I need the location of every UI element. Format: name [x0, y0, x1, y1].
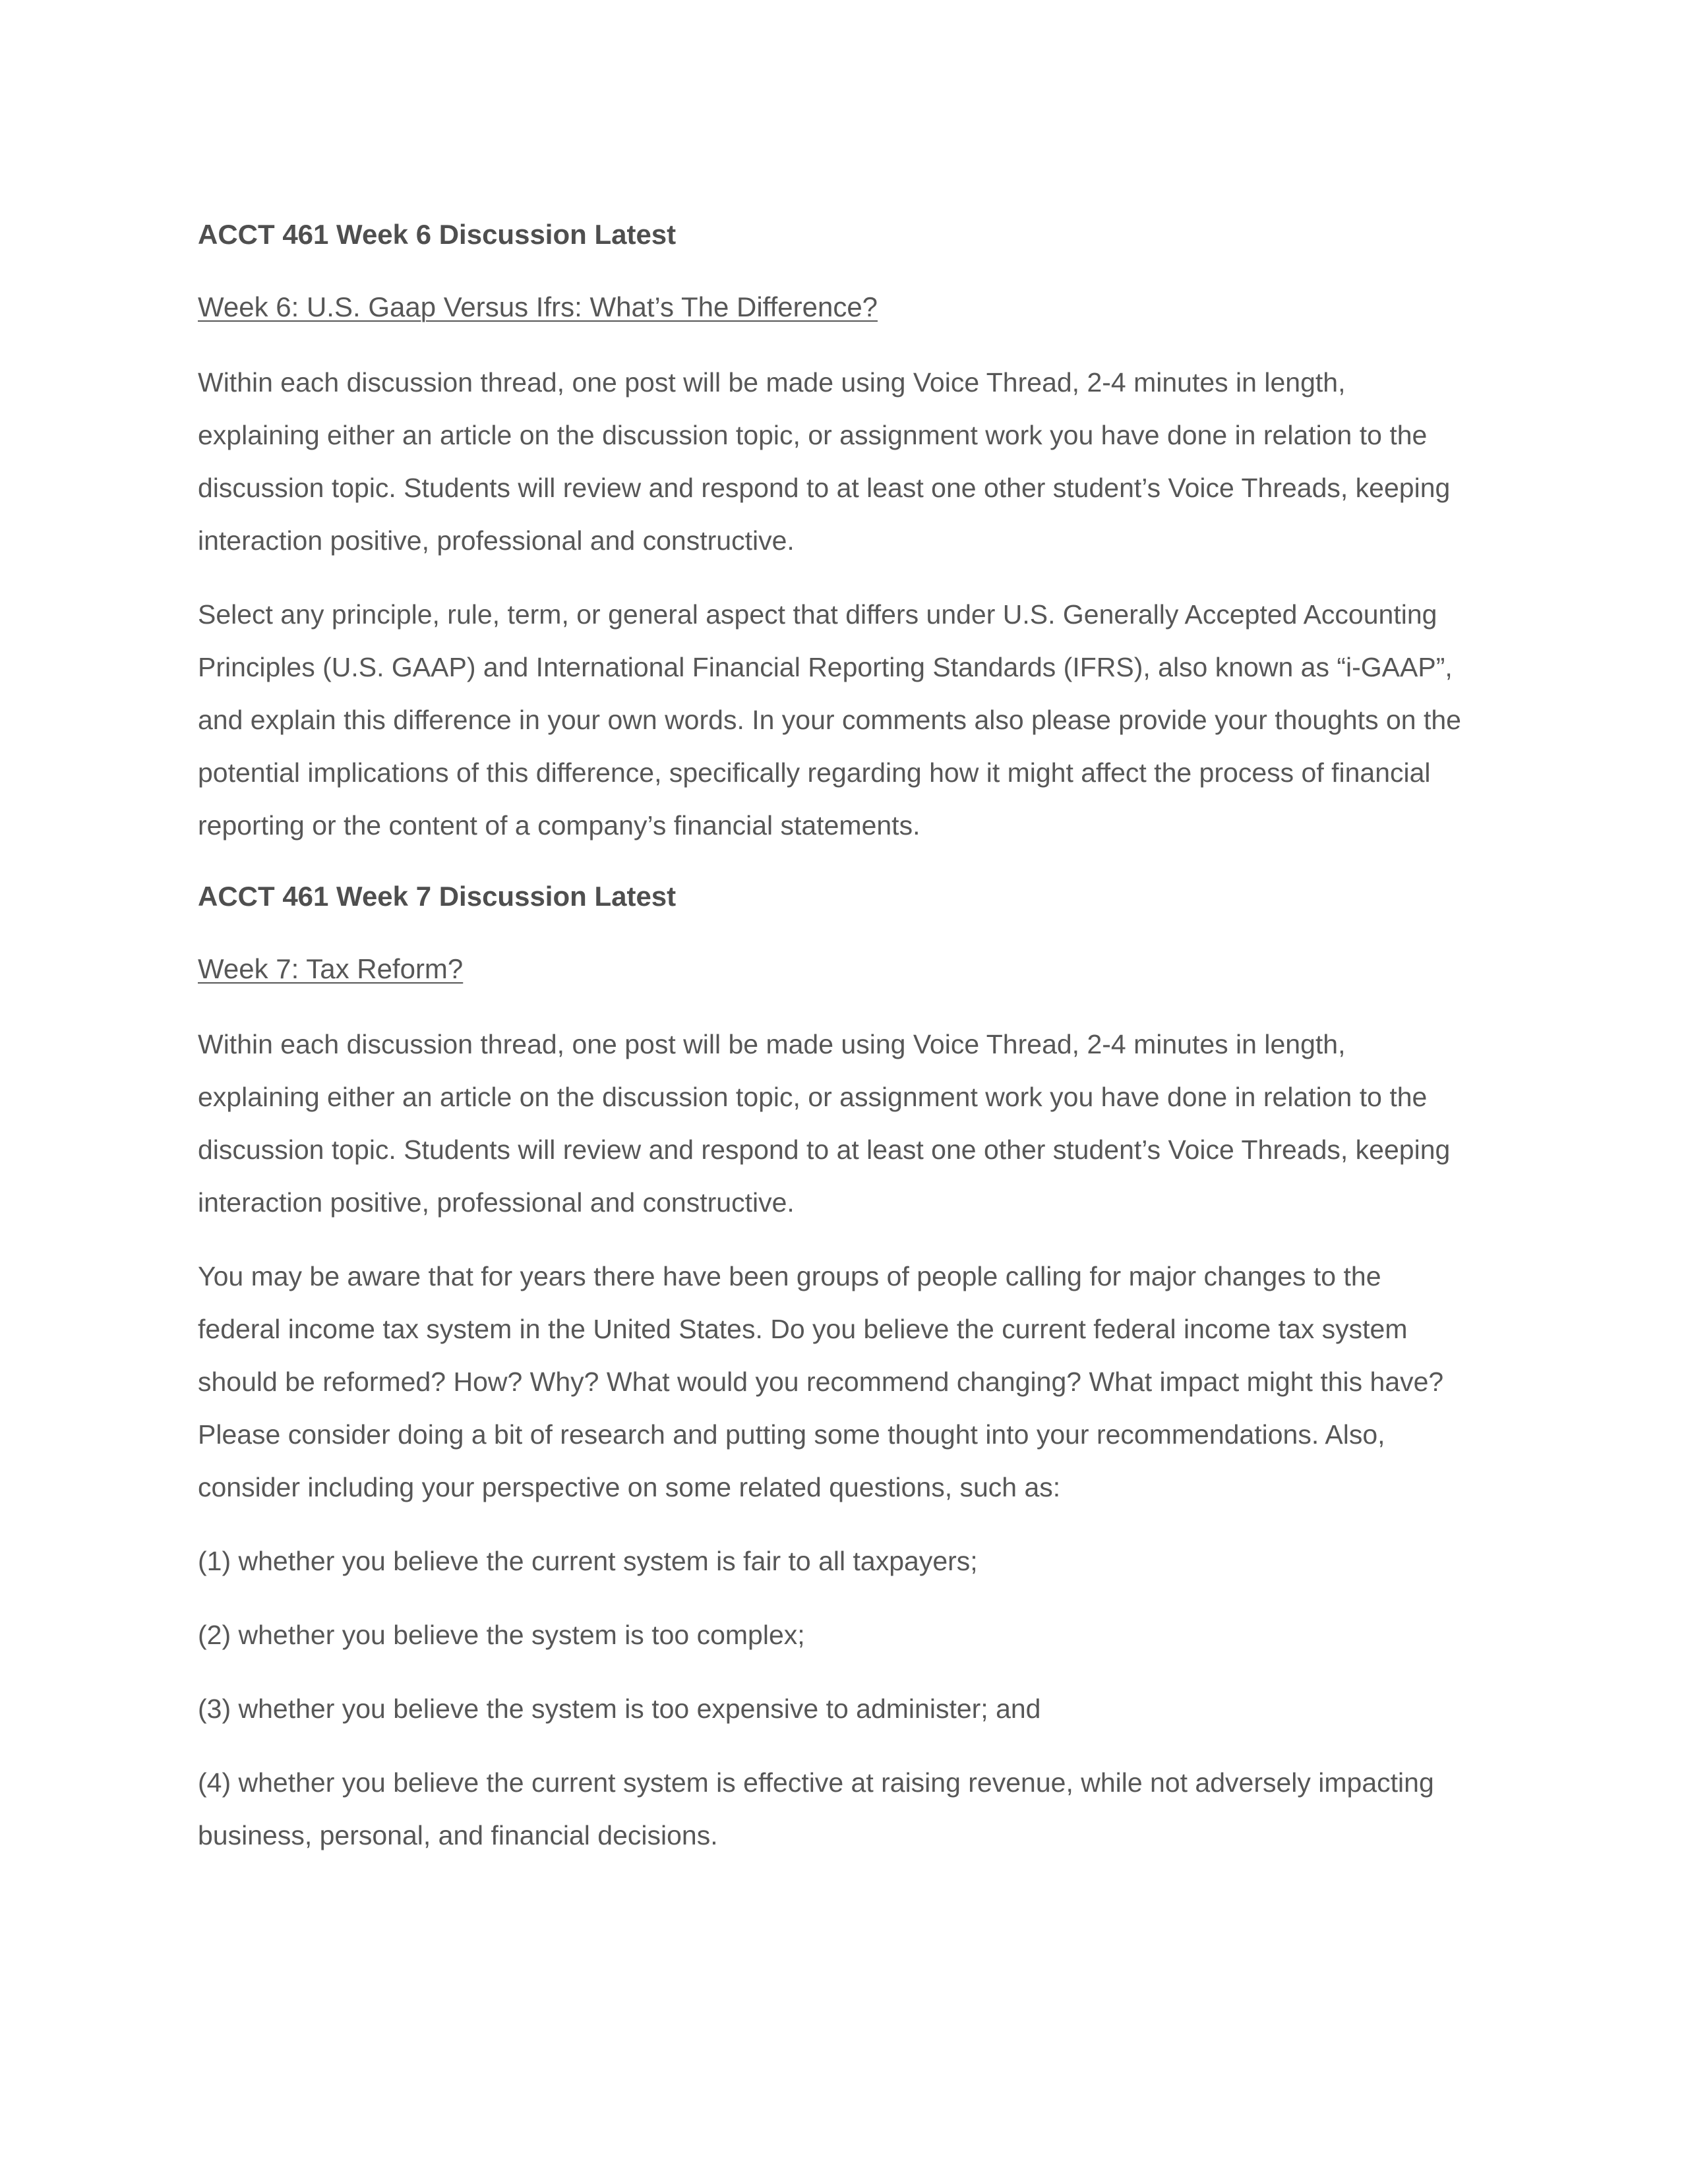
document-page	[198, 211, 1490, 1883]
paragraph-instructions	[198, 1018, 1490, 1229]
section-heading: ACCT 461 Week 7 Discussion Latest	[198, 881, 677, 912]
text-line: explaining either an article on the discussion topic, or assignment work you have done in relation to the	[198, 420, 1428, 450]
paragraph-prompt	[198, 1250, 1490, 1514]
text-line: (3) whether you believe the system is too expensive to administer; and	[198, 1694, 1041, 1724]
text-line: discussion topic. Students will review and respond to at least one other student’s Voice Threads, keeping	[198, 473, 1451, 503]
text-line: interaction positive, professional and constructive.	[198, 1187, 795, 1218]
text-line: discussion topic. Students will review and respond to at least one other student’s Voice Threads, keeping	[198, 1135, 1451, 1165]
text-line: reporting or the content of a company’s financial statements.	[198, 810, 920, 841]
text-line: federal income tax system in the United States. Do you believe the current federal income tax system	[198, 1314, 1408, 1344]
list-item	[198, 1756, 1490, 1862]
section-subheading: Week 6: U.S. Gaap Versus Ifrs: What’s The Difference?	[198, 291, 878, 322]
section-heading: ACCT 461 Week 6 Discussion Latest	[198, 219, 677, 250]
text-line: (2) whether you believe the system is too complex;	[198, 1620, 805, 1650]
text-line: consider including your perspective on some related questions, such as:	[198, 1472, 1061, 1502]
text-line: should be reformed? How? Why? What would you recommend changing? What impact might this have?	[198, 1367, 1444, 1397]
text-line: Within each discussion thread, one post will be made using Voice Thread, 2-4 minutes in length,	[198, 367, 1346, 398]
section-week-7	[198, 873, 1490, 1862]
text-line: explaining either an article on the discussion topic, or assignment work you have done in relation to the	[198, 1082, 1428, 1112]
text-line: potential implications of this difference, specifically regarding how it might affect the process of financial	[198, 757, 1431, 788]
text-line: Select any principle, rule, term, or general aspect that differs under U.S. Generally Accepted Accounting	[198, 599, 1437, 630]
text-line: Principles (U.S. GAAP) and International Financial Reporting Standards (IFRS), also known as “i-GAAP”,	[198, 652, 1453, 682]
section-subheading: Week 7: Tax Reform?	[198, 953, 464, 984]
list-item	[198, 1682, 1490, 1735]
text-line: (1) whether you believe the current system is fair to all taxpayers;	[198, 1546, 978, 1576]
text-line: Within each discussion thread, one post will be made using Voice Thread, 2-4 minutes in length,	[198, 1029, 1346, 1059]
text-line: Please consider doing a bit of research and putting some thought into your recommendations. Also,	[198, 1419, 1385, 1450]
list-item	[198, 1535, 1490, 1587]
paragraph-instructions	[198, 356, 1490, 567]
section-week-6	[198, 211, 1490, 852]
text-line: and explain this difference in your own words. In your comments also please provide your thoughts on the	[198, 705, 1461, 735]
text-line: You may be aware that for years there have been groups of people calling for major changes to the	[198, 1261, 1381, 1291]
text-line: interaction positive, professional and constructive.	[198, 525, 795, 556]
text-line: business, personal, and financial decisions.	[198, 1820, 718, 1850]
text-line: (4) whether you believe the current system is effective at raising revenue, while not adversely impacting	[198, 1767, 1434, 1798]
paragraph-prompt	[198, 588, 1490, 852]
list-item	[198, 1608, 1490, 1661]
